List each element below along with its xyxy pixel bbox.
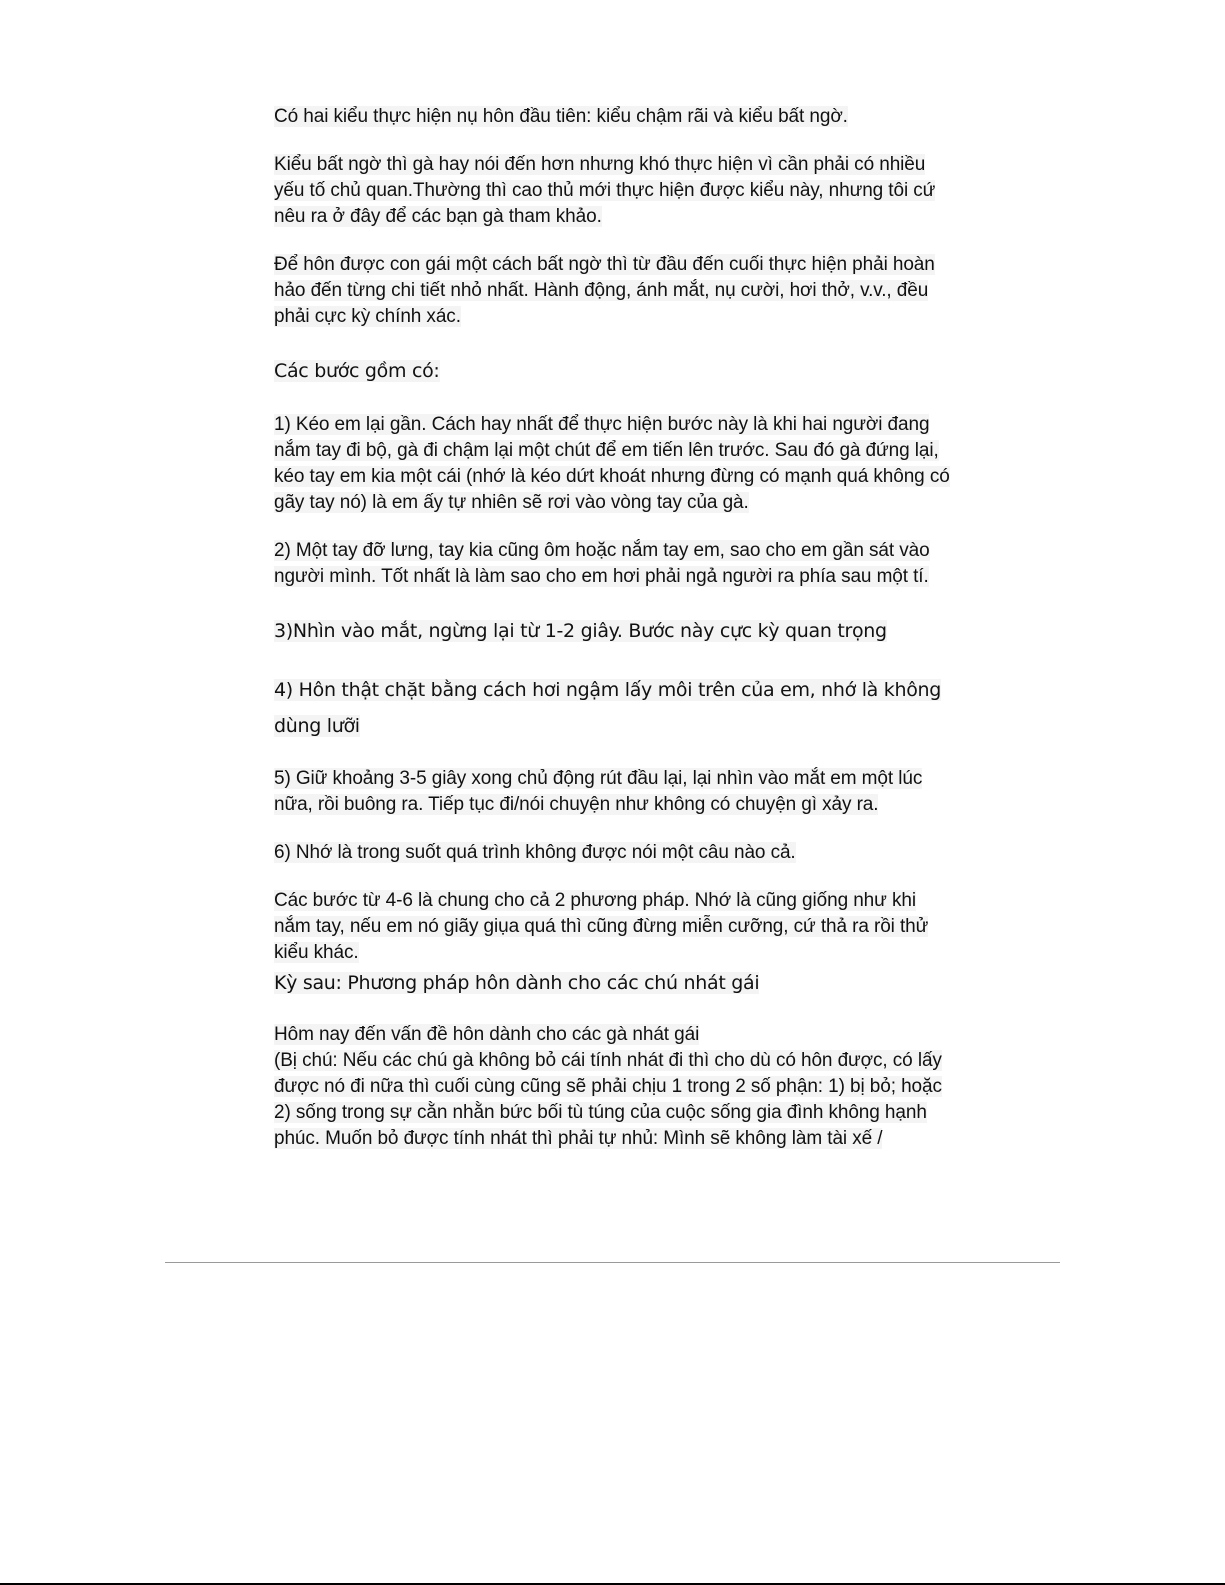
paragraph-step-5: 5) Giữ khoảng 3-5 giây xong chủ động rút đầu lại, lại nhìn vào mắt em một lúc nữa, rồi buông ra. Tiếp tục đi/nói chuyện như không có chuyện gì xảy ra.: [274, 768, 923, 815]
paragraph-perfection: Để hôn được con gái một cách bất ngờ thì từ đầu đến cuối thực hiện phải hoàn hảo đến từng chi tiết nhỏ nhất. Hành động, ánh mắt, nụ cười, hơi thở, v.v., đều phải cực kỳ chính xác.: [274, 254, 935, 327]
paragraph-step-2: 2) Một tay đỡ lưng, tay kia cũng ôm hoặc nắm tay em, sao cho em gần sát vào người mình. Tốt nhất là làm sao cho em hơi phải ngả người ra phía sau một tí.: [274, 540, 930, 587]
paragraph-step-6: 6) Nhớ là trong suốt quá trình không được nói một câu nào cả.: [274, 842, 796, 863]
paragraph-next-time: Kỳ sau: Phương pháp hôn dành cho các chú nhát gái: [274, 972, 760, 994]
paragraph-steps-heading: Các bước gồm có:: [274, 360, 440, 382]
page-divider: [165, 1262, 1060, 1263]
paragraph-step-4: 4) Hôn thật chặt bằng cách hơi ngậm lấy môi trên của em, nhớ là không dùng lưỡi: [274, 679, 942, 737]
paragraph-step-1: 1) Kéo em lại gần. Cách hay nhất để thực hiện bước này là khi hai người đang nắm tay đi bộ, gà đi chậm lại một chút để em tiến lên trước. Sau đó gà đứng lại, kéo tay em kia một cái (nhớ là kéo dứt khoát nhưng đừng có mạnh quá không có gãy tay nó) là em ấy tự nhiên sẽ rơi vào vòng tay của gà.: [274, 414, 950, 513]
paragraph-surprise-style: Kiểu bất ngờ thì gà hay nói đến hơn nhưng khó thực hiện vì cần phải có nhiều yếu tố chủ quan.Thường thì cao thủ mới thực hiện được kiểu này, nhưng tôi cứ nêu ra ở đây để các bạn gà tham khảo.: [274, 154, 936, 227]
paragraph-step-3: 3)Nhìn vào mắt, ngừng lại từ 1-2 giây. Bước này cực kỳ quan trọng: [274, 620, 887, 642]
paragraph-common-steps: Các bước từ 4-6 là chung cho cả 2 phương pháp. Nhớ là cũng giống như khi nắm tay, nếu em nó giãy giụa quá thì cũng đừng miễn cưỡng, cứ thả ra rồi thử kiểu khác.: [274, 890, 929, 963]
document-body: [274, 104, 954, 1152]
paragraph-note: (Bị chú: Nếu các chú gà không bỏ cái tính nhát đi thì cho dù có hôn được, có lấy được nó đi nữa thì cuối cùng cũng sẽ phải chịu 1 trong 2 số phận: 1) bị bỏ; hoặc 2) sống trong sự cằn nhằn bức bối tù túng của cuộc sống gia đình không hạnh phúc. Muốn bỏ được tính nhát thì phải tự nhủ: Mình sẽ không làm tài xế /: [274, 1050, 942, 1149]
paragraph-intro: Có hai kiểu thực hiện nụ hôn đầu tiên: kiểu chậm rãi và kiểu bất ngờ.: [274, 106, 848, 127]
paragraph-today-topic: Hôm nay đến vấn đề hôn dành cho các gà nhát gái: [274, 1024, 700, 1045]
